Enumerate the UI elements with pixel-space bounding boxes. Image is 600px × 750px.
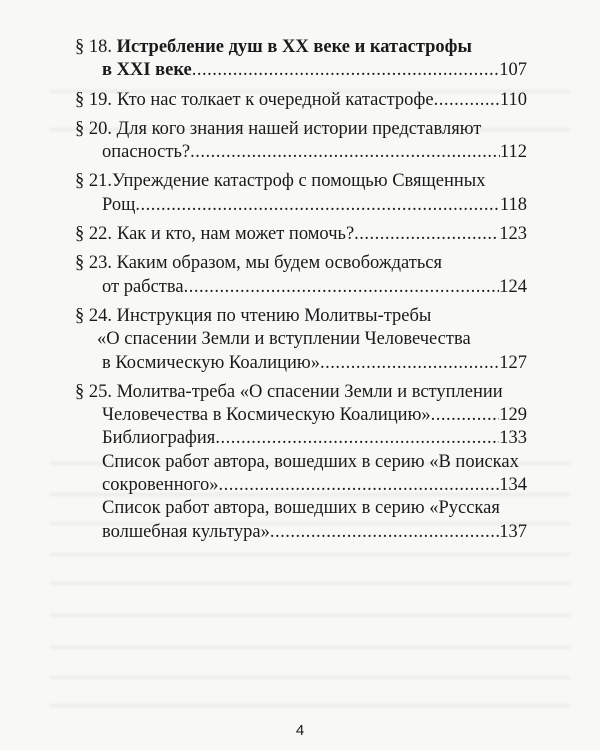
toc-entry-title-continued: в Космическую Коалицию»	[102, 352, 320, 373]
toc-entry-title: Список работ автора, вошедших в серию «В поисках	[102, 451, 519, 472]
toc-entry-page: 124	[499, 276, 527, 297]
toc-entry	[75, 427, 527, 450]
toc-entry-leader-line	[75, 427, 527, 450]
toc-entry-title-continued: опасность?	[102, 142, 191, 163]
dot-leader	[135, 194, 500, 217]
toc-entry-title-line	[75, 381, 527, 404]
toc-entry-page: 129	[499, 405, 527, 426]
dot-leader	[320, 352, 499, 375]
toc-entry-page: 137	[499, 521, 527, 542]
toc-entry-title-line	[75, 118, 527, 141]
toc-entry-page: 127	[499, 352, 527, 373]
toc-entry-title-line	[75, 451, 527, 474]
toc-entry	[75, 36, 527, 83]
bleed-through-line	[50, 614, 570, 617]
toc-entry	[75, 497, 527, 544]
toc-entry	[75, 381, 527, 428]
toc-entry-title-continued: Рощ	[102, 194, 136, 215]
toc-entry-page: 112	[499, 142, 527, 163]
toc-entry	[75, 223, 527, 246]
toc-entry-leader-line	[75, 141, 527, 164]
bleed-through-line	[50, 582, 570, 585]
toc-entry-title-line	[75, 252, 527, 275]
toc-entry-number: § 20.	[75, 118, 112, 139]
toc-entry-leader-line	[75, 352, 527, 375]
toc-entry-number: § 19.	[75, 89, 112, 110]
bleed-through-line	[50, 704, 570, 707]
toc-entry-title-line	[75, 36, 527, 59]
toc-entry-title-continued: Человечества в Космическую Коалицию»	[102, 405, 431, 426]
toc-entry-title-continued: от рабства	[102, 276, 184, 297]
dot-leader	[190, 141, 500, 164]
toc-entry-title-continued: «О спасении Земли и вступлении Человечества	[97, 329, 471, 350]
toc-entry	[75, 170, 527, 217]
toc-entry-number: § 24.	[75, 305, 112, 326]
dot-leader	[218, 474, 499, 497]
toc-entry-title: Упреждение катастроф с помощью Священных	[112, 171, 486, 192]
toc-entry-title: Каким образом, мы будем освобождаться	[116, 253, 442, 274]
dot-leader	[192, 59, 499, 82]
toc-entry-page: 134	[499, 475, 527, 496]
toc-entry-leader-line	[75, 59, 527, 82]
toc-entry-page: 110	[499, 89, 527, 110]
toc-entry-leader-line	[75, 404, 527, 427]
toc-entry-number: § 22.	[75, 224, 112, 245]
dot-leader	[215, 427, 499, 450]
toc-entry-title-continued: сокровенного»	[102, 475, 219, 496]
toc-entry-title: Как и кто, нам может помочь?	[117, 224, 355, 245]
toc-entry-title: Инструкция по чтению Молитвы-требы	[116, 305, 432, 326]
toc-entry-leader-line	[75, 89, 527, 112]
toc-entry-title-line	[75, 170, 527, 193]
toc-entry-number: § 21.	[75, 171, 112, 192]
page-number: 4	[295, 722, 305, 739]
toc-entry-page: 107	[499, 60, 527, 81]
toc-entry-number: § 18.	[75, 37, 112, 57]
dot-leader	[270, 521, 499, 544]
bleed-through-line	[50, 676, 570, 679]
toc-entry	[75, 252, 527, 299]
dot-leader	[184, 276, 500, 299]
toc-entry-title-line	[75, 497, 527, 520]
toc-entry-title-line	[75, 305, 527, 328]
toc-entry-page: 118	[499, 194, 527, 215]
dot-leader	[434, 89, 500, 112]
toc-entry	[75, 118, 527, 165]
toc-entry-leader-line	[75, 194, 527, 217]
toc-entry-title: Кто нас толкает к очередной катастрофе	[117, 89, 434, 110]
toc-entry-page: 123	[499, 224, 527, 245]
dot-leader	[431, 404, 500, 427]
toc-entry	[75, 89, 527, 112]
table-of-contents	[75, 36, 527, 550]
toc-entry-title-line	[75, 328, 527, 351]
toc-entry	[75, 305, 527, 375]
bleed-through-line	[50, 646, 570, 649]
toc-entry	[75, 451, 527, 498]
bleed-through-line	[50, 553, 570, 556]
dot-leader	[354, 223, 499, 246]
toc-entry-title-continued: волшебная культура»	[102, 521, 270, 542]
toc-entry-title: Молитва-треба «О спасении Земли и вступлении	[116, 381, 503, 402]
toc-entry-title-continued: в XXI веке	[102, 60, 192, 81]
toc-entry-page: 133	[499, 428, 527, 449]
toc-entry-leader-line	[75, 474, 527, 497]
toc-entry-leader-line	[75, 521, 527, 544]
toc-entry-title: Истребление душ в XX веке и катастрофы	[116, 37, 472, 57]
toc-entry-title: Для кого знания нашей истории представляют	[116, 118, 482, 139]
toc-entry-leader-line	[75, 223, 527, 246]
toc-entry-title: Список работ автора, вошедших в серию «Русская	[102, 498, 500, 519]
toc-entry-leader-line	[75, 276, 527, 299]
toc-entry-number: § 25.	[75, 381, 112, 402]
toc-entry-title: Библиография	[102, 428, 216, 449]
toc-entry-number: § 23.	[75, 253, 112, 274]
